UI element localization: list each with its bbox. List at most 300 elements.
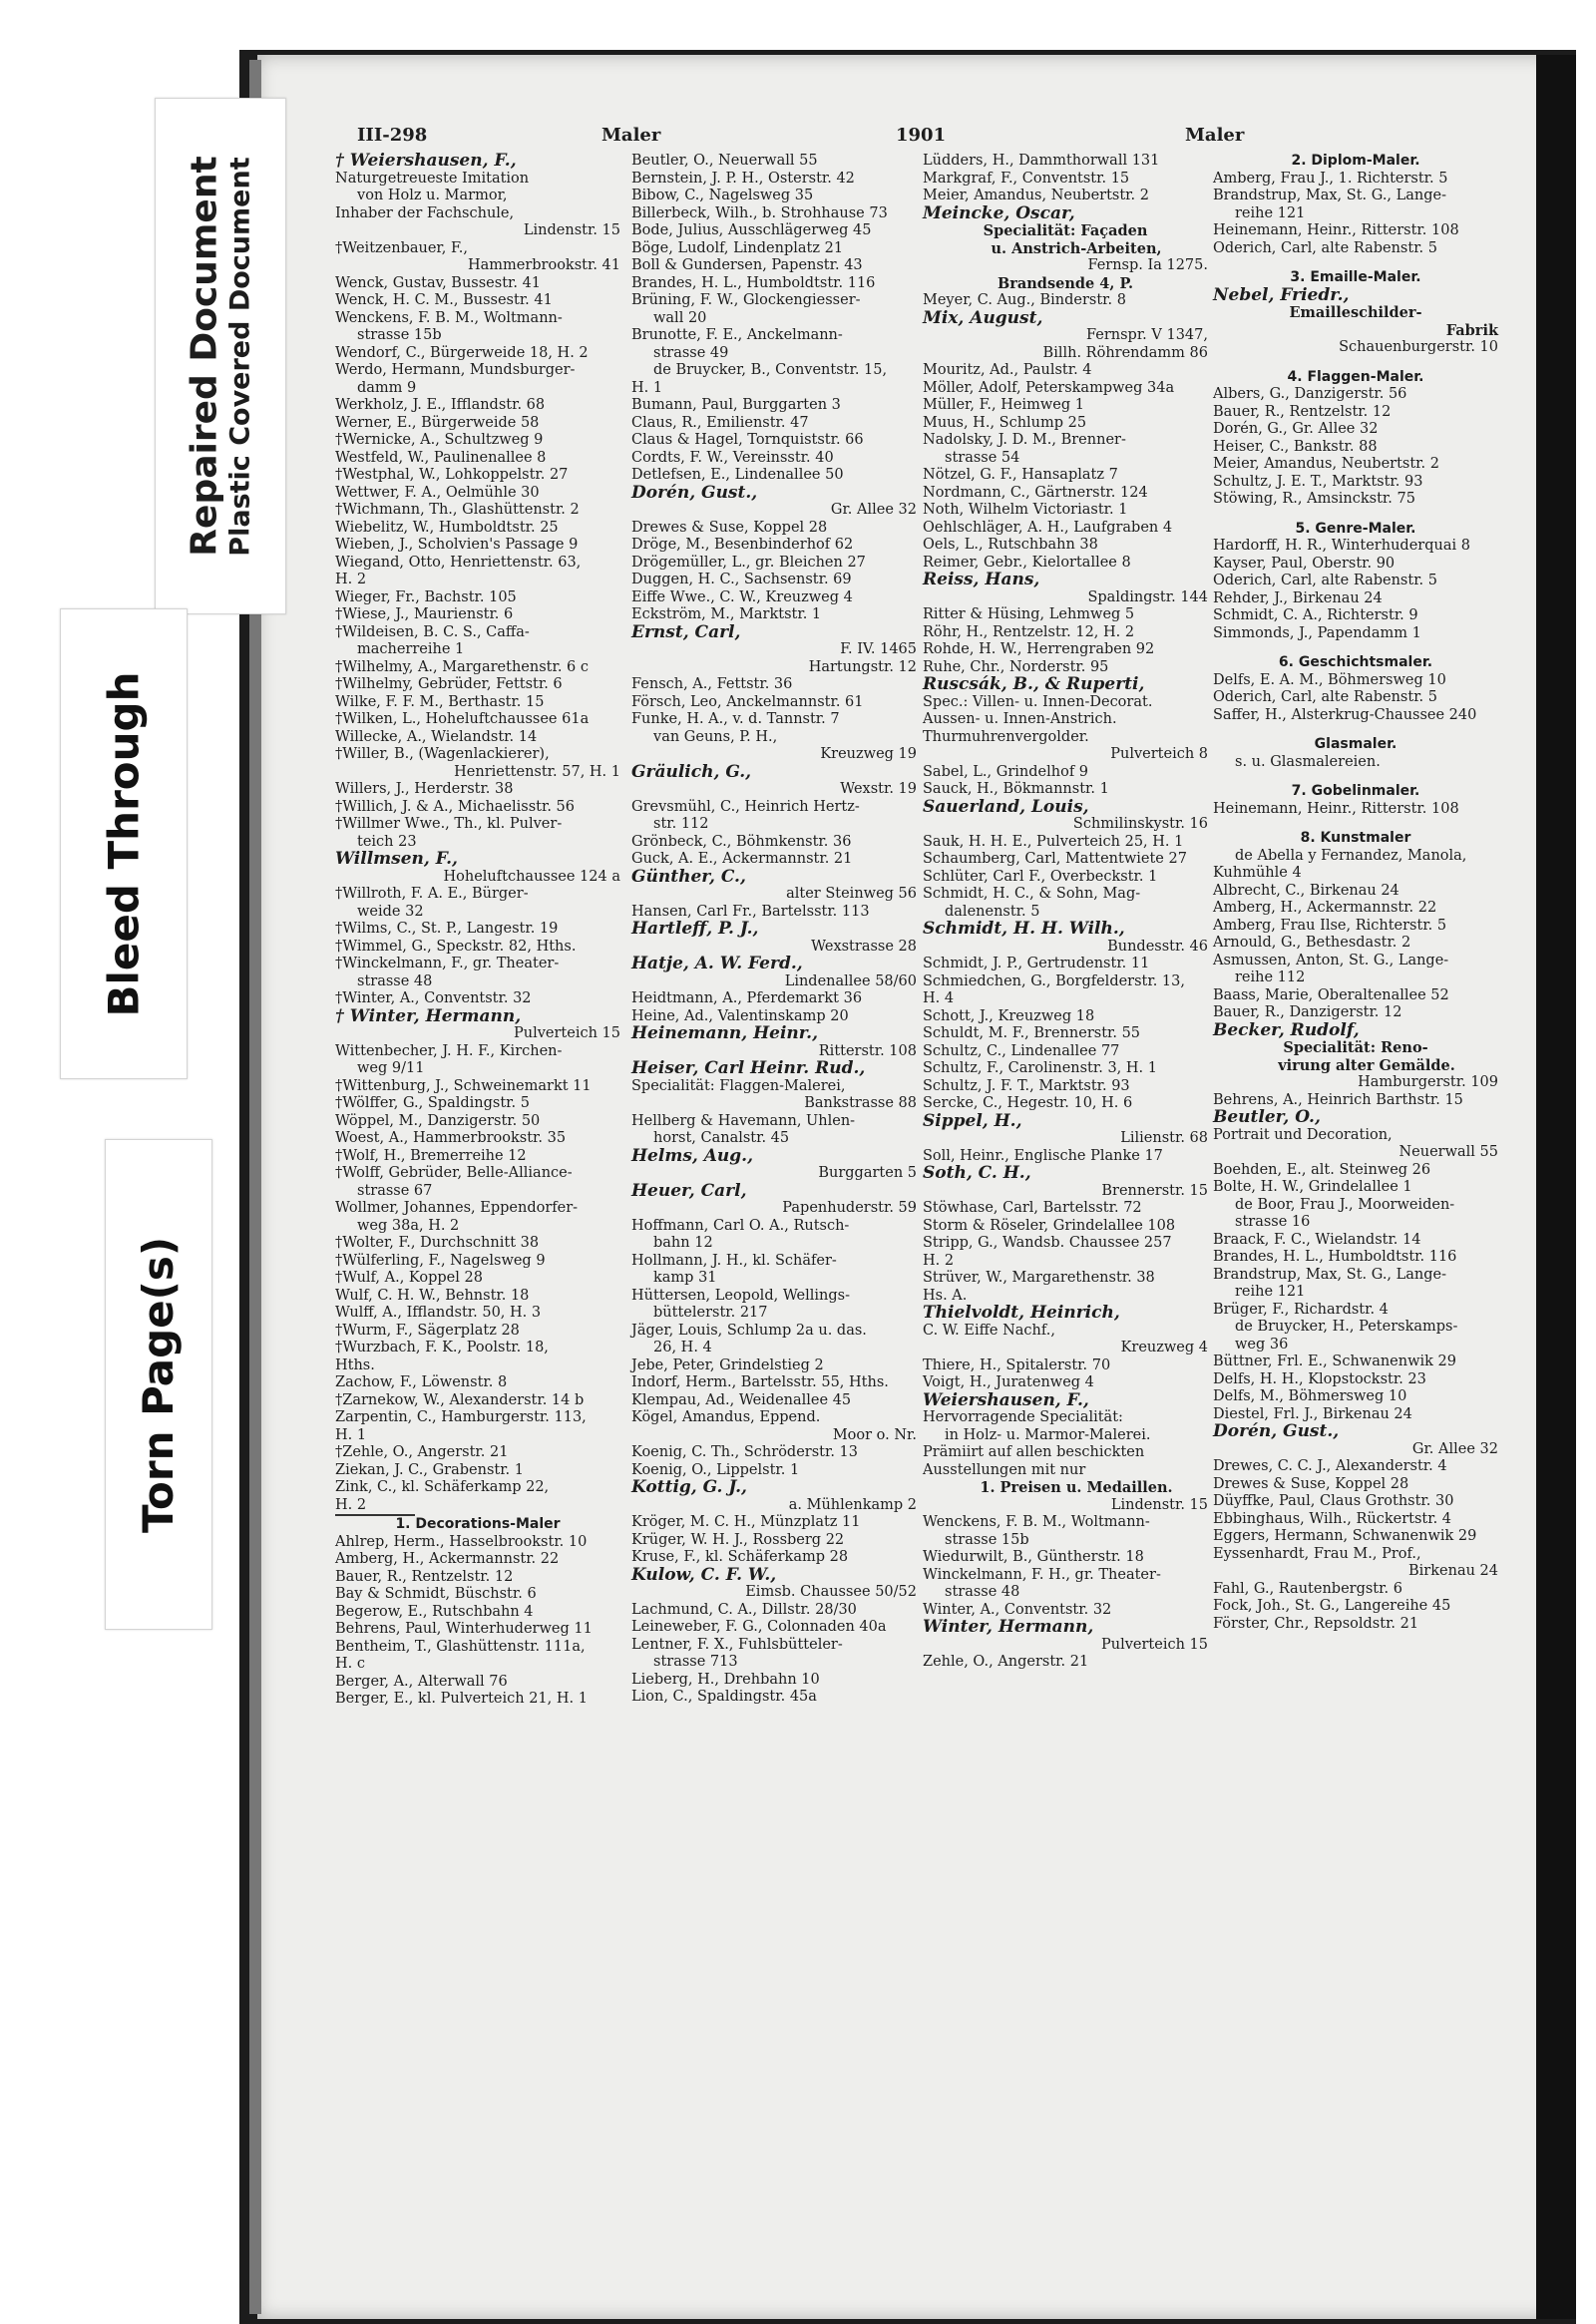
col3-line: Müller, F., Heimweg 1 (923, 397, 1084, 413)
directory-page (257, 55, 1552, 2319)
col2-line: büttelerstr. 217 (653, 1305, 768, 1321)
col3-line: Wenckens, F. B. M., Woltmann- (923, 1514, 1150, 1530)
col3-line: Hs. A. (923, 1287, 968, 1304)
col3-line: Soth, C. H., (923, 1163, 1031, 1183)
col3-line: Stöwhase, Carl, Bartelsstr. 72 (923, 1200, 1142, 1216)
col2-line: Lindenallee 58/60 (784, 972, 917, 989)
col1-line: Willecke, A., Wielandstr. 14 (335, 728, 538, 745)
col1-line: †Zehle, O., Angerstr. 21 (335, 1444, 509, 1460)
col1-line: Ziekan, J. C., Grabenstr. 1 (335, 1461, 525, 1478)
col3-line: Ritter & Hüsing, Lehmweg 5 (923, 606, 1135, 622)
col1-line: Zarpentin, C., Hamburgerstr. 113, (335, 1409, 587, 1425)
col1-line: Wöppel, M., Danzigerstr. 50 (335, 1112, 541, 1129)
col4-line: Amberg, H., Ackermannstr. 22 (1213, 900, 1437, 916)
col2-line: Kröger, M. C. H., Münzplatz 11 (631, 1514, 861, 1530)
col1-line: Zachow, F., Löwenstr. 8 (335, 1374, 508, 1390)
col2-line: Dröge, M., Besenbinderhof 62 (631, 537, 854, 553)
col3-line: Thiere, H., Spitalerstr. 70 (923, 1356, 1111, 1373)
col1-line: †Weitzenbauer, F., (335, 239, 468, 256)
col2-line: Papenhuderstr. 59 (782, 1200, 917, 1216)
col1-line: Lindenstr. 15 (523, 222, 620, 238)
col2-line: Dorén, Gust., (631, 482, 758, 503)
col3-line: Lüdders, H., Dammthorwall 131 (923, 153, 1160, 169)
tab-label-repaired: Repaired Document (185, 156, 225, 557)
col4-line: reihe 112 (1235, 969, 1306, 985)
col4-line: Braack, F. C., Wielandstr. 14 (1213, 1231, 1421, 1248)
col4-line: Kuhmühle 4 (1213, 865, 1302, 881)
col2-line: Klempau, Ad., Weidenallee 45 (631, 1391, 852, 1408)
col3-line: Mix, August, (923, 307, 1043, 328)
col4-line: de Abella y Fernandez, Manola, (1235, 847, 1467, 864)
col4-line: Emailleschilder- (1289, 304, 1422, 321)
col2-line: Burggarten 5 (818, 1165, 917, 1181)
col4-line: reihe 121 (1235, 1284, 1306, 1300)
col3-line: Zehle, O., Angerstr. 21 (923, 1654, 1089, 1670)
col1-line: Inhaber der Fachschule, (335, 204, 515, 221)
col3-line: strasse 54 (945, 449, 1020, 466)
col4-line: Delfs, M., Böhmersweg 10 (1213, 1388, 1407, 1404)
section-title: 1. Decorations-Maler (395, 1516, 561, 1532)
col3-line: Brandsende 4, P. (997, 274, 1134, 292)
col2-line: Jäger, Louis, Schlump 2a u. das. (631, 1322, 867, 1339)
col1-line: Hths. (335, 1356, 375, 1373)
col4-line: Brandstrup, Max, St. G., Lange- (1213, 1266, 1447, 1283)
col4-line: Baass, Marie, Oberaltenallee 52 (1213, 986, 1449, 1003)
col3-line: Meyer, C. Aug., Binderstr. 8 (923, 292, 1126, 308)
col2-line: str. 112 (653, 816, 709, 832)
col3-line: Pulverteich 15 (1100, 1636, 1208, 1653)
col2-line: Cordts, F. W., Vereinsstr. 40 (631, 449, 834, 466)
col3-line: Reimer, Gebr., Kielortallee 8 (923, 554, 1131, 571)
col1-line: Wendorf, C., Bürgerweide 18, H. 2 (335, 344, 589, 361)
col4-line: Förster, Chr., Repsoldstr. 21 (1213, 1615, 1419, 1632)
col3-line: Ruhe, Chr., Norderstr. 95 (923, 658, 1109, 675)
col4-line: Arnould, G., Bethesdastr. 2 (1213, 935, 1411, 951)
col3-line: Ausstellungen mit nur (923, 1461, 1086, 1478)
col2-line: kamp 31 (653, 1270, 717, 1286)
col2-line: Heiser, Carl Heinr. Rud., (631, 1058, 866, 1078)
col1-line: Wilke, F. F. M., Berthastr. 15 (335, 693, 545, 710)
col1-line: Willers, J., Herderstr. 38 (335, 781, 514, 797)
col2-line: 26, H. 4 (653, 1340, 712, 1356)
section-title: 4. Flaggen-Maler. (1287, 368, 1424, 385)
col1-line: Naturgetreueste Imitation (335, 170, 530, 187)
col3-line: Winter, A., Conventstr. 32 (923, 1601, 1112, 1618)
col1-line: damm 9 (357, 379, 417, 396)
col1-line: weg 9/11 (357, 1060, 425, 1076)
col4-line: virung alter Gemälde. (1278, 1056, 1455, 1074)
col2-line: Boll & Gundersen, Papenstr. 43 (631, 257, 863, 273)
col3-line: Noth, Wilhelm Victoriastr. 1 (923, 502, 1128, 518)
book-edge (1536, 55, 1576, 2319)
col1-line: Wiebelitz, W., Humboldtstr. 25 (335, 519, 559, 536)
col2-line: de Bruycker, B., Conventstr. 15, (653, 362, 888, 378)
col2-line: Hüttersen, Leopold, Wellings- (631, 1287, 850, 1304)
col2-line: Hoffmann, Carl O. A., Rutsch- (631, 1217, 850, 1234)
column-2 (631, 153, 917, 1707)
col1-line: Wenck, Gustav, Bussestr. 41 (335, 274, 542, 291)
col3-line: Schultz, C., Lindenallee 77 (923, 1042, 1120, 1059)
col2-line: Wexstrasse 28 (811, 938, 917, 955)
col2-line: Bankstrasse 88 (804, 1095, 917, 1111)
section-title: 6. Geschichtsmaler. (1278, 654, 1433, 670)
col1b-line: Berger, A., Alterwall 76 (335, 1673, 508, 1690)
col2-line: Heidtmann, A., Pferdemarkt 36 (631, 990, 863, 1006)
section-title: 2. Diplom-Maler. (1291, 153, 1420, 169)
section-title: Glasmaler. (1314, 736, 1397, 752)
col2-line: Fensch, A., Fettstr. 36 (631, 676, 793, 692)
col2-line: Guck, A. E., Ackermannstr. 21 (631, 851, 853, 867)
col4-line: Dorén, G., Gr. Allee 32 (1213, 421, 1379, 437)
col1-line: † Weiershausen, F., (335, 151, 517, 171)
col4-line: Heinemann, Heinr., Ritterstr. 108 (1213, 222, 1459, 238)
col2-line: Leineweber, F. G., Colonnaden 40a (631, 1619, 887, 1635)
col2-line: wall 20 (653, 309, 707, 326)
col4-line: Oderich, Carl, alte Rabenstr. 5 (1213, 689, 1437, 705)
col3-line: Möller, Adolf, Peterskampweg 34a (923, 379, 1175, 396)
col4-line: Bauer, R., Rentzelstr. 12 (1213, 403, 1392, 420)
col4-line: strasse 16 (1235, 1214, 1311, 1230)
col2-line: F. IV. 1465 (840, 641, 917, 657)
col3-line: Aussen- u. Innen-Anstrich. (923, 711, 1117, 727)
col1-line: †Wurm, F., Sägerplatz 28 (335, 1322, 520, 1339)
col4-line: Nebel, Friedr., (1213, 284, 1350, 305)
col4-line: Düyffke, Paul, Claus Grothstr. 30 (1213, 1493, 1454, 1509)
col2-line: Bode, Julius, Ausschlägerweg 45 (631, 222, 872, 238)
col2-line: Indorf, Herm., Bartelsstr. 55, Hths. (631, 1374, 889, 1390)
col2-line: Lachmund, C. A., Dillstr. 28/30 (631, 1601, 857, 1618)
col2-line: Funke, H. A., v. d. Tannstr. 7 (631, 711, 840, 727)
col3-line: Nordmann, C., Gärtnerstr. 124 (923, 484, 1148, 501)
col4-line: Portrait und Decoration, (1213, 1126, 1393, 1143)
col2-line: Hartungstr. 12 (808, 658, 917, 675)
col4-line: Heinemann, Heinr., Ritterstr. 108 (1213, 800, 1459, 817)
col4-line: Drewes & Suse, Koppel 28 (1213, 1475, 1409, 1492)
col2-line: strasse 713 (653, 1654, 738, 1670)
col2-line: Heine, Ad., Valentinskamp 20 (631, 1007, 849, 1024)
col2-line: Kulow, C. F. W., (631, 1564, 777, 1585)
col2-line: Hellberg & Havemann, Uhlen- (631, 1112, 856, 1129)
col2-line: Kottig, G. J., (631, 1477, 747, 1497)
col2-line: Hartleff, P. J., (631, 919, 759, 939)
col4-line: Birkenau 24 (1408, 1563, 1498, 1579)
col2-line: Ritterstr. 108 (818, 1042, 917, 1059)
col1b-line: Bay & Schmidt, Büschstr. 6 (335, 1586, 537, 1602)
col2-line: Drewes & Suse, Koppel 28 (631, 519, 828, 536)
col1-line: weg 38a, H. 2 (357, 1217, 460, 1234)
col3-line: Muus, H., Schlump 25 (923, 414, 1087, 431)
col1-line: macherreihe 1 (357, 641, 465, 657)
col1-line: strasse 15b (357, 327, 442, 343)
col4-line: Saffer, H., Alsterkrug-Chaussee 240 (1213, 706, 1477, 723)
col2-line: Heinemann, Heinr., (631, 1023, 818, 1043)
col3-line: Reiss, Hans, (923, 570, 1040, 589)
col2-line: Koenig, C. Th., Schröderstr. 13 (631, 1444, 858, 1460)
col1-line: †Wolf, H., Bremerreihe 12 (335, 1147, 527, 1164)
col4-line: Büttner, Frl. E., Schwanenwik 29 (1213, 1354, 1456, 1369)
col2-line: Gr. Allee 32 (830, 502, 917, 518)
col2-line: Duggen, H. C., Sachsenstr. 69 (631, 572, 852, 587)
col1-line: †Wilhelmy, A., Margarethenstr. 6 c (335, 658, 589, 675)
col1-line: †Willroth, F. A. E., Bürger- (335, 886, 529, 902)
col2-line: Helms, Aug., (631, 1145, 754, 1166)
col1-line: Wollmer, Johannes, Eppendorfer- (335, 1200, 579, 1216)
col4-line: Eggers, Hermann, Schwanenwik 29 (1213, 1528, 1477, 1544)
col3-line: Markgraf, F., Conventstr. 15 (923, 170, 1130, 187)
col1-line: † Winter, Hermann, (335, 1005, 522, 1026)
col3-line: Specialität: Façaden (983, 222, 1148, 239)
col1-line: †Wölffer, G., Spaldingstr. 5 (335, 1095, 530, 1111)
col4-line: Drewes, C. C. J., Alexanderstr. 4 (1213, 1458, 1447, 1474)
col3-line: Fernsp. Ia 1275. (1087, 257, 1208, 273)
col4-line: Fahl, G., Rautenbergstr. 6 (1213, 1580, 1402, 1597)
col4-line: Oderich, Carl, alte Rabenstr. 5 (1213, 239, 1437, 256)
col2-line: Brunotte, F. E., Anckelmann- (631, 327, 843, 343)
col3-line: 1. Preisen u. Medaillen. (980, 1479, 1173, 1496)
col3-line: Pulverteich 8 (1110, 746, 1208, 762)
col3-line: Schmilinskystr. 16 (1072, 816, 1208, 832)
col2-line: Försch, Leo, Anckelmannstr. 61 (631, 693, 864, 710)
col3-line: Brennerstr. 15 (1101, 1182, 1208, 1199)
col1b-line: Berger, E., kl. Pulverteich 21, H. 1 (335, 1691, 588, 1707)
col1-line: Westfeld, W., Paulinenallee 8 (335, 449, 547, 466)
col3-line: Schmidt, J. P., Gertrudenstr. 11 (923, 956, 1150, 971)
col3-line: u. Anstrich-Arbeiten, (991, 239, 1162, 257)
col1-line: †Wittenburg, J., Schweinemarkt 11 (335, 1077, 592, 1094)
col1-line: †Wolff, Gebrüder, Belle-Alliance- (335, 1165, 573, 1181)
col3-line: Thielvoldt, Heinrich, (923, 1303, 1120, 1323)
col4-line: Becker, Rudolf, (1213, 1019, 1360, 1040)
col2-line: alter Steinweg 56 (786, 886, 917, 902)
col3-line: dalenenstr. 5 (945, 903, 1040, 920)
col2-line: Lentner, F. X., Fuhlsbütteler- (631, 1636, 843, 1653)
col1-line: Wieben, J., Scholvien's Passage 9 (335, 537, 579, 553)
col4-line: Amberg, Frau J., 1. Richterstr. 5 (1213, 170, 1448, 187)
col3-line: Lindenstr. 15 (1110, 1496, 1208, 1513)
col3-line: Voigt, H., Juratenweg 4 (923, 1374, 1094, 1390)
col1-line: †Winckelmann, F., gr. Theater- (335, 956, 560, 971)
column-3 (923, 153, 1208, 1672)
col2-line: Lion, C., Spaldingstr. 45a (631, 1689, 817, 1705)
col1-line: †Wolter, F., Durchschnitt 38 (335, 1235, 540, 1251)
section-title: 7. Gobelinmaler. (1291, 783, 1420, 799)
col1-line: strasse 67 (357, 1182, 433, 1199)
col4-line: Specialität: Reno- (1283, 1039, 1428, 1056)
col1b-line: H. c (335, 1656, 365, 1672)
col4-line: Diestel, Frl. J., Birkenau 24 (1213, 1405, 1412, 1422)
col4-line: Meier, Amandus, Neubertstr. 2 (1213, 456, 1439, 472)
col1-line: teich 23 (357, 833, 417, 850)
col3-line: H. 2 (923, 1252, 955, 1269)
col1-line: †Winter, A., Conventstr. 32 (335, 990, 532, 1006)
col2-line: Brandes, H. L., Humboldtstr. 116 (631, 274, 876, 291)
col4-line: Hamburgerstr. 109 (1358, 1074, 1498, 1090)
col3-line: Nadolsky, J. D. M., Brenner- (923, 432, 1126, 448)
col3-line: Stripp, G., Wandsb. Chaussee 257 (923, 1235, 1172, 1251)
col3-line: Soll, Heinr., Englische Planke 17 (923, 1147, 1163, 1164)
col1-line: †Wulf, A., Koppel 28 (335, 1270, 483, 1286)
col2-line: Kreuzweg 19 (820, 746, 917, 762)
col4-line: Schultz, J. E. T., Marktstr. 93 (1213, 473, 1423, 490)
col3-line: Schmidt, H. H. Wilh., (923, 919, 1125, 939)
col3-line: Hervorragende Specialität: (923, 1409, 1123, 1425)
col3-line: Mouritz, Ad., Paulstr. 4 (923, 362, 1092, 378)
col1-line: Wenckens, F. B. M., Woltmann- (335, 309, 563, 326)
col3-line: Sabel, L., Grindelhof 9 (923, 763, 1089, 780)
tab-label-torn: Torn Page(s) (134, 1236, 184, 1533)
col1-line: H. 2 (335, 1496, 367, 1513)
col2-line: Eimsb. Chaussee 50/52 (745, 1584, 917, 1600)
col3-line: Schultz, F., Carolinenstr. 3, H. 1 (923, 1060, 1157, 1076)
col3-line: Meier, Amandus, Neubertstr. 2 (923, 188, 1149, 203)
col4-line: Asmussen, Anton, St. G., Lange- (1213, 952, 1449, 968)
col4-line: Brüger, F., Richardstr. 4 (1213, 1301, 1389, 1318)
col2-line: Claus, R., Emilienstr. 47 (631, 414, 809, 431)
col1-line: †Wilhelmy, Gebrüder, Fettstr. 6 (335, 676, 563, 692)
col2-line: Jebe, Peter, Grindelstieg 2 (631, 1356, 824, 1373)
col4-line: Albers, G., Danzigerstr. 56 (1213, 386, 1407, 402)
col2-line: a. Mühlenkamp 2 (788, 1496, 917, 1513)
col3-line: Spaldingstr. 144 (1087, 588, 1208, 605)
col1-line: †Wiese, J., Maurienstr. 6 (335, 606, 514, 622)
col3-line: Sauk, H. H. E., Pulverteich 25, H. 1 (923, 833, 1184, 850)
col4-line: Bauer, R., Danzigerstr. 12 (1213, 1004, 1402, 1020)
col2-line: Hansen, Carl Fr., Bartelsstr. 113 (631, 903, 870, 920)
col4-line: Hardorff, H. R., Winterhuderquai 8 (1213, 538, 1470, 554)
bleed-through-tab (60, 608, 188, 1079)
col4-line: Schmidt, C. A., Richterstr. 9 (1213, 607, 1418, 623)
col3-line: strasse 48 (945, 1584, 1020, 1600)
col4-line: Schauenburgerstr. 10 (1339, 339, 1498, 355)
col3-line: Oehlschläger, A. H., Laufgraben 4 (923, 519, 1173, 536)
col3-line: Winckelmann, F. H., gr. Theater- (923, 1566, 1161, 1583)
col1-line: Zink, C., kl. Schäferkamp 22, (335, 1479, 550, 1495)
col2-line: van Geuns, P. H., (653, 728, 778, 745)
col2-line: Detlefsen, E., Lindenallee 50 (631, 467, 844, 483)
col2-line: Bumann, Paul, Burggarten 3 (631, 397, 841, 413)
col3-line: Thurmuhrenvergolder. (923, 728, 1089, 745)
col4-line: Simmonds, J., Papendamm 1 (1213, 624, 1421, 641)
col2-line: Koenig, O., Lippelstr. 1 (631, 1461, 800, 1478)
col3-line: Schmiedchen, G., Borgfelderstr. 13, (923, 972, 1185, 989)
col4-line: Bolte, H. W., Grindelallee 1 (1213, 1179, 1412, 1195)
col1-line: Wittenbecher, J. H. F., Kirchen- (335, 1042, 563, 1059)
col4-line: Beutler, O., (1213, 1107, 1321, 1127)
col3-line: Sauck, H., Bökmannstr. 1 (923, 781, 1109, 797)
col3-line: Sauerland, Louis, (923, 796, 1089, 817)
col3-line: Schlüter, Carl F., Overbeckstr. 1 (923, 868, 1158, 885)
col2-line: Lieberg, H., Drehbahn 10 (631, 1671, 820, 1688)
col2-line: Heuer, Carl, (631, 1180, 747, 1201)
year: 1901 (896, 125, 947, 146)
col1-line: H. 1 (335, 1426, 367, 1443)
col1-line: †Wilms, C., St. P., Langestr. 19 (335, 921, 559, 937)
col3-line: Fernspr. V 1347, (1086, 327, 1208, 343)
col1-line: Willmsen, F., (335, 849, 458, 869)
col3-line: Spec.: Villen- u. Innen-Decorat. (923, 693, 1153, 710)
col1-line: Werner, E., Bürgerweide 58 (335, 414, 540, 431)
col2-line: Wexstr. 19 (840, 781, 917, 797)
col2-line: Kögel, Amandus, Eppend. (631, 1409, 821, 1425)
col2-line: Gräulich, G., (631, 761, 752, 782)
col1b-line: Bauer, R., Rentzelstr. 12 (335, 1568, 514, 1585)
col2-line: Brüning, F. W., Glockengiesser- (631, 292, 861, 308)
col4-line: Fock, Joh., St. G., Langereihe 45 (1213, 1598, 1451, 1614)
col2-line: Beutler, O., Neuerwall 55 (631, 153, 818, 169)
col3-line: Bundesstr. 46 (1107, 938, 1208, 955)
col3-line: in Holz- u. Marmor-Malerei. (945, 1426, 1151, 1443)
column-4 (1213, 153, 1498, 1633)
col3-line: Schaumberg, Carl, Mattentwiete 27 (923, 851, 1187, 867)
col4-line: Brandes, H. L., Humboldtstr. 116 (1213, 1249, 1457, 1265)
col3-line: Kreuzweg 4 (1120, 1340, 1208, 1356)
tab-label-plastic: Plastic Covered Document (225, 157, 256, 557)
col1-line: †Wildeisen, B. C. S., Caffa- (335, 623, 530, 640)
col1-line: †Willich, J. & A., Michaelisstr. 56 (335, 798, 576, 815)
right-title: Maler (1185, 125, 1245, 146)
section-title: 3. Emaille-Maler. (1290, 269, 1421, 285)
col4-line: s. u. Glasmalereien. (1235, 753, 1381, 770)
col4-line: Gr. Allee 32 (1411, 1440, 1498, 1457)
col1b-line: Amberg, H., Ackermannstr. 22 (335, 1551, 560, 1567)
col4-line: Kayser, Paul, Oberstr. 90 (1213, 555, 1396, 572)
col2-line: Eckström, M., Marktstr. 1 (631, 606, 822, 622)
col2-line: Günther, C., (631, 866, 746, 887)
col2-line: Krüger, W. H. J., Rossberg 22 (631, 1531, 845, 1548)
col2-line: Böge, Ludolf, Lindenplatz 21 (631, 239, 844, 256)
col4-line: reihe 121 (1235, 204, 1306, 221)
col1-line: †Westphal, W., Lohkoppelstr. 27 (335, 467, 569, 483)
col3-line: Röhr, H., Rentzelstr. 12, H. 2 (923, 623, 1135, 640)
col4-line: Fabrik (1445, 321, 1498, 339)
col1-line: †Wimmel, G., Speckstr. 82, Hths. (335, 938, 577, 955)
col1-line: H. 2 (335, 572, 367, 587)
col2-line: H. 1 (631, 379, 663, 396)
col4-line: Delfs, E. A. M., Böhmersweg 10 (1213, 671, 1446, 688)
col1b-line: Ahlrep, Herm., Hasselbrookstr. 10 (335, 1533, 588, 1550)
col2-line: Billerbeck, Wilh., b. Strohhause 73 (631, 204, 888, 221)
col4-line: Amberg, Frau Ilse, Richterstr. 5 (1213, 917, 1447, 934)
col1-line: †Wernicke, A., Schultzweg 9 (335, 432, 544, 448)
col1-line: Pulverteich 15 (513, 1025, 620, 1041)
col1-line: †Wülferling, F., Nagelsweg 9 (335, 1252, 546, 1269)
col3-line: strasse 15b (945, 1531, 1029, 1548)
col3-line: Wiedurwilt, B., Güntherstr. 18 (923, 1549, 1144, 1565)
col2-line: Eiffe Wwe., C. W., Kreuzweg 4 (631, 588, 853, 605)
col4-line: Neuerwall 55 (1398, 1144, 1498, 1160)
col4-line: weg 36 (1235, 1336, 1289, 1353)
col1-line: Henriettenstr. 57, H. 1 (454, 763, 620, 780)
col2-line: Hollmann, J. H., kl. Schäfer- (631, 1252, 837, 1269)
page-number: III-298 (357, 125, 428, 146)
col3-line: Strüver, W., Margarethenstr. 38 (923, 1270, 1155, 1286)
col1-line: †Wichmann, Th., Glashüttenstr. 2 (335, 502, 580, 518)
col1-line: †Willer, B., (Wagenlackierer), (335, 746, 550, 762)
col2-line: Bibow, C., Nagelsweg 35 (631, 188, 814, 203)
col1-line: Wiegand, Otto, Henriettenstr. 63, (335, 554, 582, 571)
col3-line: Nötzel, G. F., Hansaplatz 7 (923, 467, 1118, 483)
col1-line: Werdo, Hermann, Mundsburger- (335, 362, 576, 378)
col2-line: Specialität: Flaggen-Malerei, (631, 1077, 846, 1094)
col4-line: de Bruycker, H., Peterskamps- (1235, 1319, 1458, 1335)
col4-line: Rehder, J., Birkenau 24 (1213, 589, 1383, 606)
section-title: 8. Kunstmaler (1300, 830, 1411, 846)
col1b-line: Begerow, E., Rutschbahn 4 (335, 1603, 534, 1620)
col4-line: Eyssenhardt, Frau M., Prof., (1213, 1545, 1421, 1562)
col3-line: Oels, L., Rutschbahn 38 (923, 537, 1098, 553)
col3-line: Sercke, C., Hegestr. 10, H. 6 (923, 1095, 1133, 1111)
col1b-line: Behrens, Paul, Winterhuderweg 11 (335, 1621, 593, 1637)
